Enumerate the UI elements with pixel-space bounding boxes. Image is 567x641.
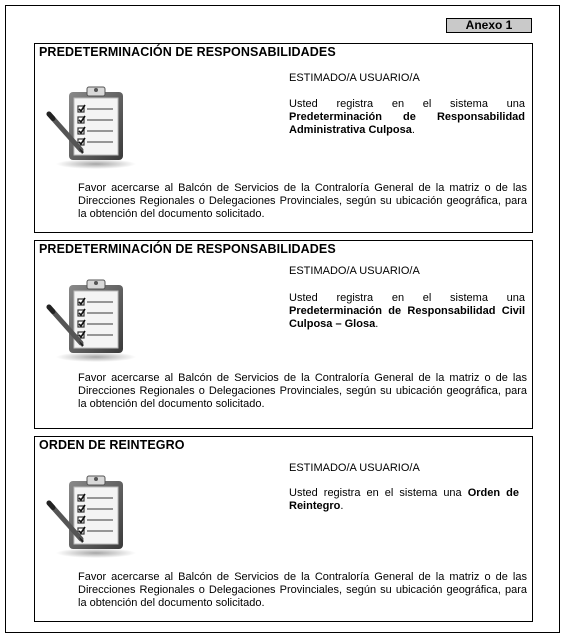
clipboard-checklist-icon [41, 473, 141, 558]
message-text: Usted registra en el sistema una [289, 487, 468, 499]
greeting: ESTIMADO/A USUARIO/A [289, 265, 420, 277]
card-predeterminacion-administrativa [34, 43, 533, 233]
message-bold: Predeterminación de Responsabilidad Civil Culposa – Glosa [289, 305, 525, 330]
clipboard-checklist-icon [41, 277, 141, 362]
message [289, 292, 525, 331]
message-suffix: . [411, 124, 415, 136]
message-suffix: . [375, 318, 379, 330]
message [289, 487, 519, 513]
card-predeterminacion-civil [34, 240, 533, 429]
footer-text: Favor acercarse al Balcón de Servicios de la Contraloría General de la matriz o de las Direcciones Regionales o Delegaciones Provinciales, según su ubicación geográfica, para la obtención del documento solicitado. [78, 182, 527, 220]
message-text: Usted registra en el sistema una [289, 98, 525, 110]
message-suffix: . [340, 500, 344, 512]
footer-text: Favor acercarse al Balcón de Servicios de la Contraloría General de la matriz o de las Direcciones Regionales o Delegaciones Provinciales, según su ubicación geográfica, para la obtención del documento solicitado. [78, 372, 527, 410]
clipboard-checklist-icon [41, 84, 141, 169]
message-bold: Predeterminación de Responsabilidad Administrativa Culposa [289, 111, 525, 136]
card-orden-reintegro [34, 436, 533, 622]
message-bold: Orden de Reintegro [289, 487, 519, 512]
greeting: ESTIMADO/A USUARIO/A [289, 462, 420, 474]
card-title: PREDETERMINACIÓN DE RESPONSABILIDADES [39, 45, 336, 59]
card-title: PREDETERMINACIÓN DE RESPONSABILIDADES [39, 242, 336, 256]
footer-text: Favor acercarse al Balcón de Servicios de la Contraloría General de la matriz o de las Direcciones Regionales o Delegaciones Provinciales, según su ubicación geográfica, para la obtención del documento solicitado. [78, 571, 527, 609]
annex-label: Anexo 1 [446, 18, 532, 33]
message-text: Usted registra en el sistema una [289, 292, 525, 304]
message [289, 98, 525, 137]
card-title: ORDEN DE REINTEGRO [39, 438, 185, 452]
greeting: ESTIMADO/A USUARIO/A [289, 72, 420, 84]
